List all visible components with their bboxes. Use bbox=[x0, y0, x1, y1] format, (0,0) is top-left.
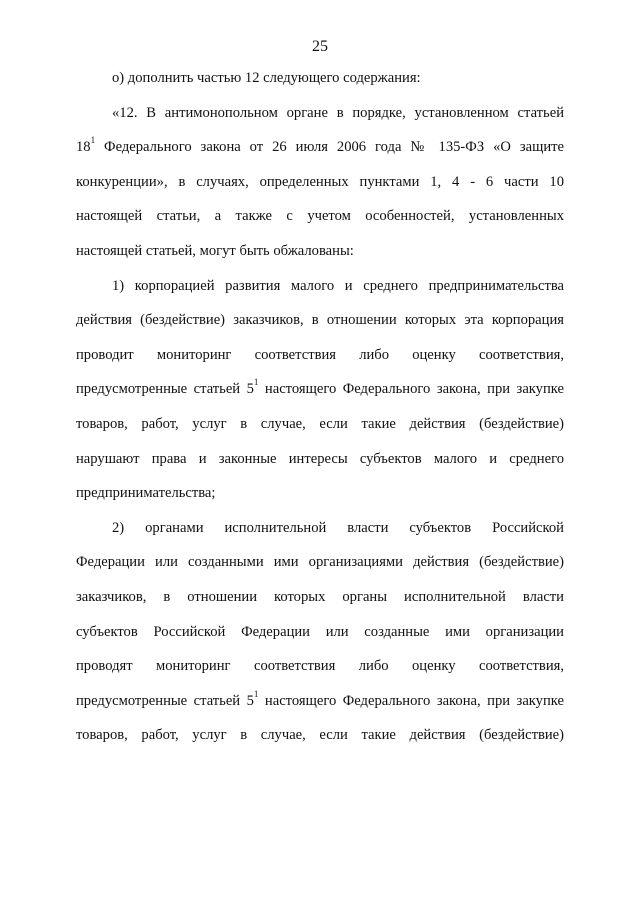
text-line bbox=[76, 684, 564, 719]
text-line bbox=[76, 372, 564, 407]
text-line: нарушают права и законные интересы субъектов малого и среднего bbox=[76, 450, 564, 467]
document-body bbox=[76, 61, 564, 753]
text-line: проводит мониторинг соответствия либо оценку соответствия, bbox=[76, 346, 564, 363]
text-line: настоящей статьей, могут быть обжалованы: bbox=[76, 242, 354, 259]
text-line: Федерации или созданными ими организациями действия (бездействие) bbox=[76, 554, 564, 571]
text-fragment: предусмотренные статьей 5 bbox=[76, 381, 254, 398]
text-fragment: настоящего Федерального закона, при закупке bbox=[258, 381, 564, 398]
text-line: о) дополнить частью 12 следующего содержания: bbox=[112, 70, 421, 86]
superscript: 1 bbox=[253, 377, 259, 388]
text-line: 2) органами исполнительной власти субъектов Российской bbox=[112, 519, 564, 536]
text-line: «12. В антимонопольном органе в порядке, установленном статьей bbox=[112, 104, 564, 121]
text-line bbox=[76, 130, 564, 165]
text-line: товаров, работ, услуг в случае, если такие действия (бездействие) bbox=[76, 415, 564, 432]
superscript: 1 bbox=[90, 135, 96, 146]
text-line: проводят мониторинг соответствия либо оценку соответствия, bbox=[76, 658, 564, 675]
page-number: 25 bbox=[312, 38, 328, 55]
text-fragment: Федерального закона от 26 июля 2006 года № 135-ФЗ «О защите bbox=[95, 139, 564, 156]
text-line: настоящей статьи, а также с учетом особенностей, установленных bbox=[76, 208, 564, 225]
text-fragment: настоящего Федерального закона, при закупке bbox=[258, 692, 564, 709]
text-fragment: 18 bbox=[76, 139, 91, 156]
text-fragment: предусмотренные статьей 5 bbox=[76, 692, 254, 709]
text-line: предпринимательства; bbox=[76, 485, 216, 502]
text-line: заказчиков, в отношении которых органы исполнительной власти bbox=[76, 588, 564, 605]
text-line: конкуренции», в случаях, определенных пунктами 1, 4 - 6 части 10 bbox=[76, 173, 564, 190]
text-line: товаров, работ, услуг в случае, если такие действия (бездействие) bbox=[76, 727, 564, 744]
text-line: 1) корпорацией развития малого и среднего предпринимательства bbox=[112, 277, 564, 294]
superscript: 1 bbox=[253, 688, 259, 699]
text-line: субъектов Российской Федерации или созданные ими организации bbox=[76, 623, 564, 640]
text-line: действия (бездействие) заказчиков, в отношении которых эта корпорация bbox=[76, 312, 564, 329]
